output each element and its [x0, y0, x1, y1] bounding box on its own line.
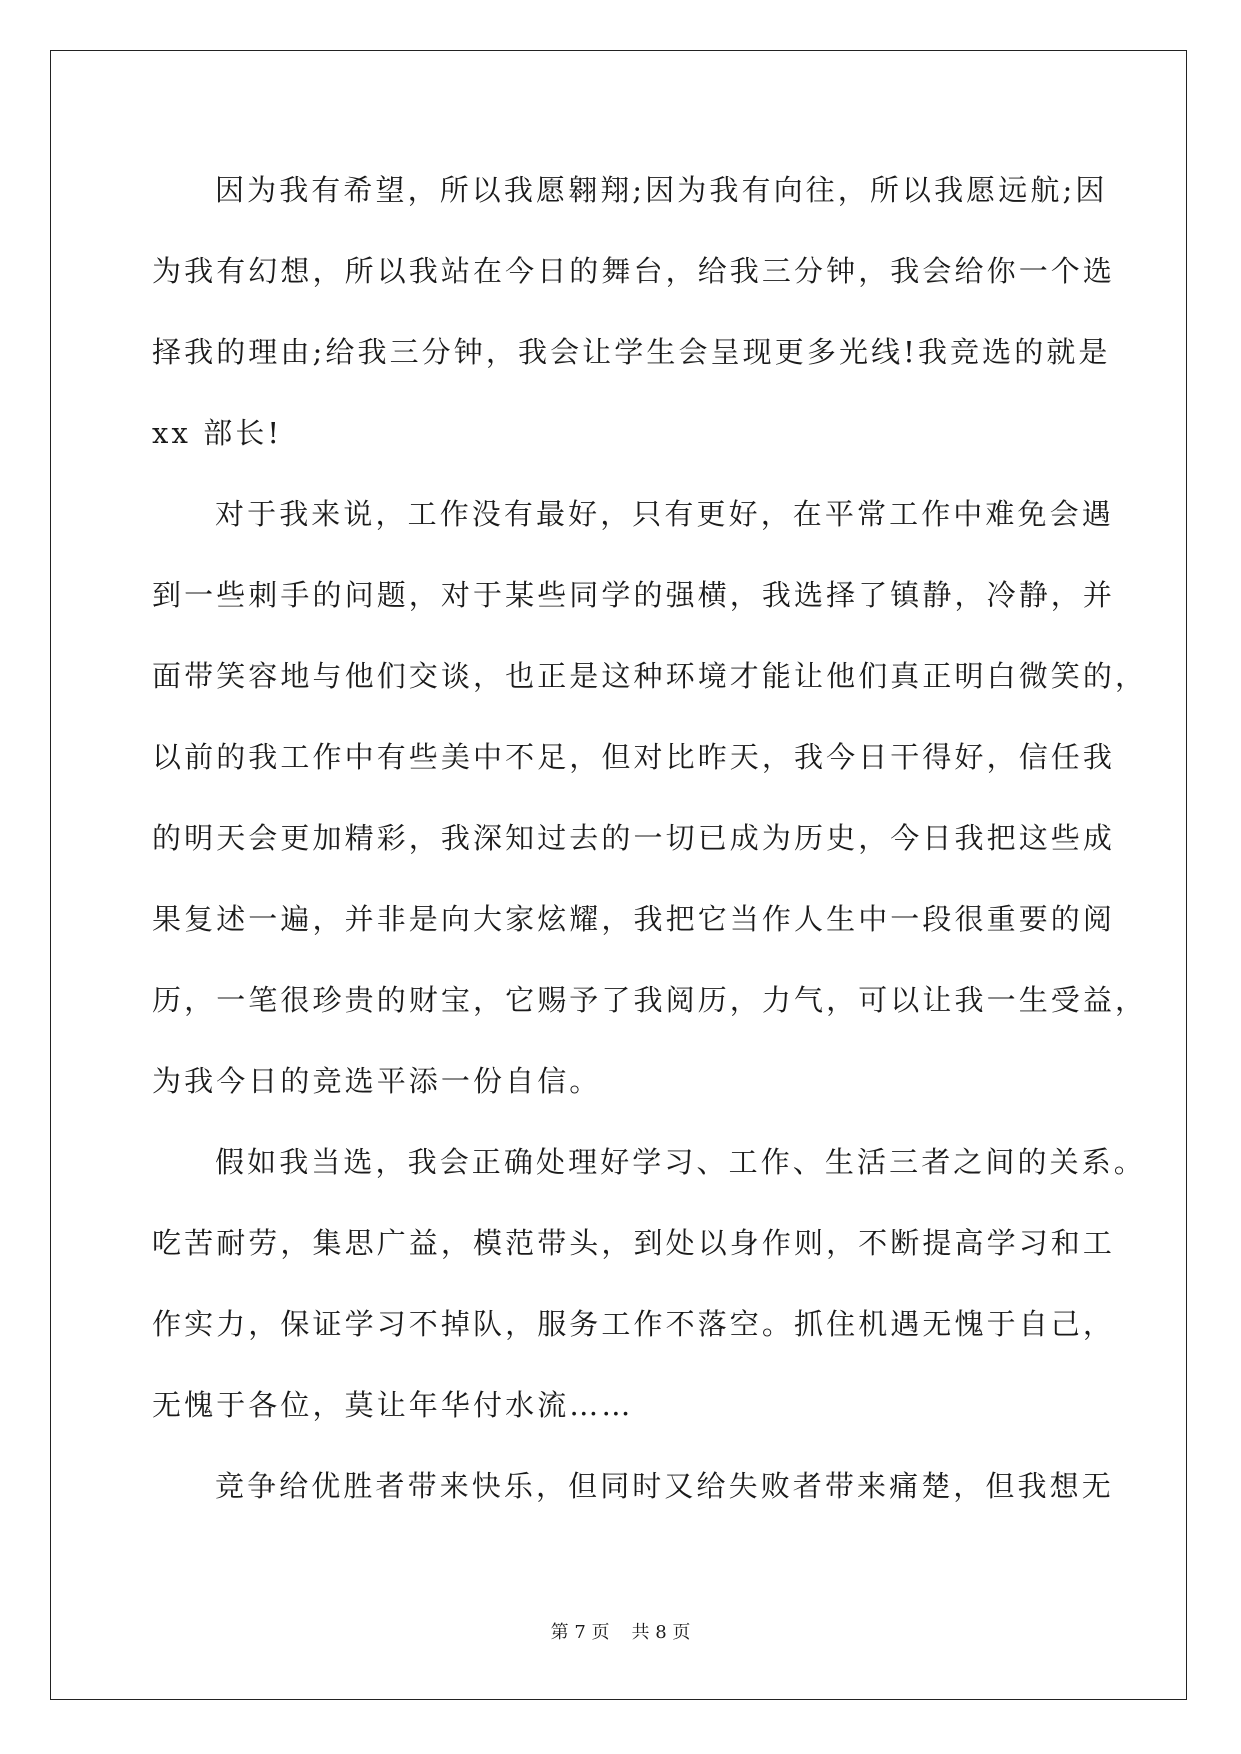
paragraph-2-line-4: 以前的我工作中有些美中不足，但对比昨天，我今日干得好，信任我 — [152, 740, 1116, 774]
paragraph-2-line-5: 的明天会更加精彩，我深知过去的一切已成为历史，今日我把这些成 — [152, 821, 1116, 855]
paragraph-3-line-4: 无愧于各位，莫让年华付水流…… — [152, 1388, 634, 1422]
current-page-label: 第 7 页 — [550, 1622, 610, 1643]
paragraph-2-line-2: 到一些刺手的问题，对于某些同学的强横，我选择了镇静，冷静，并 — [152, 578, 1116, 612]
paragraph-2-line-7: 历，一笔很珍贵的财宝，它赐予了我阅历，力气，可以让我一生受益， — [152, 983, 1148, 1017]
paragraph-1-line-1: 因为我有希望，所以我愿翱翔;因为我有向往，所以我愿远航;因 — [215, 173, 1108, 207]
paragraph-3-line-2: 吃苦耐劳，集思广益，模范带头，到处以身作则，不断提高学习和工 — [152, 1226, 1116, 1260]
paragraph-1-line-4: xx 部长! — [152, 416, 283, 450]
paragraph-3-line-3: 作实力，保证学习不掉队，服务工作不落空。抓住机遇无愧于自己， — [152, 1307, 1116, 1341]
paragraph-1-line-3: 择我的理由;给我三分钟，我会让学生会呈现更多光线!我竞选的就是 — [152, 335, 1111, 369]
paragraph-1-line-2: 为我有幻想，所以我站在今日的舞台，给我三分钟，我会给你一个选 — [152, 254, 1116, 288]
paragraph-2-line-6: 果复述一遍，并非是向大家炫耀，我把它当作人生中一段很重要的阅 — [152, 902, 1116, 936]
paragraph-2-line-8: 为我今日的竞选平添一份自信。 — [152, 1064, 602, 1098]
document-body — [152, 160, 1148, 1537]
page-footer — [0, 1618, 1241, 1644]
paragraph-2-line-1: 对于我来说，工作没有最好，只有更好，在平常工作中难免会遇 — [215, 497, 1114, 531]
paragraph-3-line-1: 假如我当选，我会正确处理好学习、工作、生活三者之间的关系。 — [215, 1145, 1146, 1179]
paragraph-4-line-1: 竞争给优胜者带来快乐，但同时又给失败者带来痛楚，但我想无 — [215, 1469, 1114, 1503]
total-pages-label: 共 8 页 — [631, 1622, 691, 1643]
paragraph-2-line-3: 面带笑容地与他们交谈，也正是这种环境才能让他们真正明白微笑的， — [152, 659, 1148, 693]
